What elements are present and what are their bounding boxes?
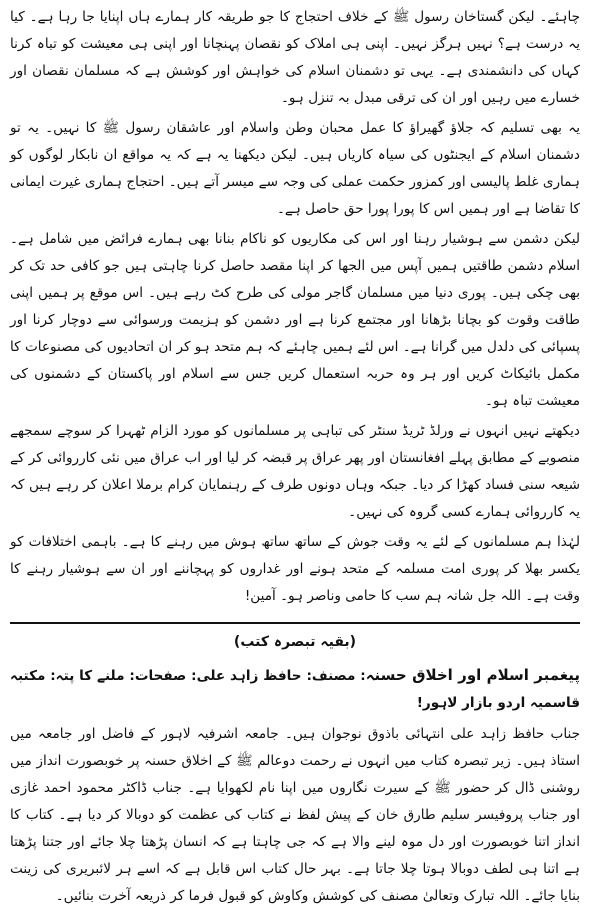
article-paragraph-3: لیکن دشمن سے ہوشیار رہنا اور اس کی مکاریوں کو ناکام بنانا بھی ہمارے فرائض میں شامل ہے۔ اسلام دشمن طاقتیں ہمیں آپس میں الجھا کر اپنا مقصد حاصل کرنا چاہتی ہیں جو کافی حد تک کر بھی چکی ہیں۔ پوری دنیا میں مسلمان گاجر مولی کی طرح کٹ رہے ہیں۔ اس موقع پر ہمیں اپنی طاقت وقوت کو بچانا بڑھانا اور مجتمع کرنا ہے اور دشمن کو ہزیمت ورسوائی سے دوچار کرنا اور پسپائی کی دلدل میں گرانا ہے۔ اس لئے ہمیں چاہئے کہ ہم متحد ہو کر ان اتحادیوں کی مصنوعات کا مکمل بائیکاٹ کریں اور ہر وہ حربہ استعمال کریں جس سے اسلام اور پاکستان کے دشمنوں کی معیشت تباہ ہو۔: [10, 231, 580, 409]
section-divider: [10, 622, 580, 624]
article-body: [10, 4, 580, 610]
review-paragraph: جناب حافظ زاہد علی انتہائی باذوق نوجوان ہیں۔ جامعہ اشرفیہ لاہور کے فاضل اور جامعہ میں استاذ ہیں۔ زیر تبصرہ کتاب میں انہوں نے رحمت دوعالم ﷺ کے اخلاق حسنہ پر خوبصورت انداز میں روشنی ڈال کر حضور ﷺ کے سیرت نگاروں میں اپنا نام لکھوایا ہے۔ جناب ڈاکٹر محمود احمد غازی اور جناب پروفیسر سلیم طارق خان کے پیش لفظ نے کتاب کی عظمت کو دوبالا کر دیا ہے۔ کتاب کا انداز اتنا خوبصورت اور دل موہ لینے والا ہے کہ جی چاہتا ہے کہ انسان پڑھتا چلا جائے اور جتنا پڑھتا ہے اتنا ہی لطف دوبالا ہوتا چلا جاتا ہے۔ بہر حال کتاب اس قابل ہے کہ اسے ہر لائبریری کی زینت بنایا جائے۔ اللہ تبارک وتعالیٰ مصنف کی کوشش وکاوش کو قبول فرما کر ذریعہ آخرت بنائیں۔: [10, 726, 580, 904]
article-paragraph-1: چاہئے۔ لیکن گستاخان رسول ﷺ کے خلاف احتجاج کا جو طریقہ کار ہمارے ہاں اپنایا جا رہا ہے۔ کیا یہ درست ہے؟ نہیں ہرگز نہیں۔ اپنی ہی املاک کو نقصان پہنچانا اور اپنی ہی معیشت کو تباہ کرنا کہاں کی دانشمندی ہے۔ یہی تو دشمنان اسلام کی خواہش اور کوشش ہے کہ مسلمان نقصان اور خسارے میں رہیں اور ان کی ترقی مبدل بہ تنزل ہو۔: [10, 9, 580, 106]
review-section-heading: (بقیہ تبصرہ کتب): [233, 634, 357, 650]
book-info-line: [10, 662, 580, 717]
book-review-section: [10, 630, 580, 910]
article-paragraph-4: دیکھتے نہیں انہوں نے ورلڈ ٹریڈ سنٹر کی تباہی پر مسلمانوں کو مورد الزام ٹھہرا کر سوچے سمجھے منصوبے کے مطابق پہلے افغانستان اور پھر عراق پر قبضہ کر لیا اور اب عراق میں نئی کارروائی کر کے شیعہ سنی فساد کھڑا کر دیا۔ جبکہ وہاں دونوں طرف کے رہنمایان کرام برملا اعلان کر رہے ہیں کہ یہ کارروائی ہمارے کسی گروہ کی نہیں۔: [10, 423, 580, 520]
article-paragraph-5: لہٰذا ہم مسلمانوں کے لئے یہ وقت جوش کے ساتھ ساتھ ہوش میں رہنے کا ہے۔ باہمی اختلافات کو یکسر بھلا کر پوری امت مسلمہ کے متحد ہونے اور غداروں کو پہچاننے اور ان سے ہوشیار رہنے کا وقت ہے۔ اللہ جل شانہ ہم سب کا حامی وناصر ہو۔ آمین!: [10, 534, 580, 604]
article-paragraph-2: یہ بھی تسلیم کہ جلاؤ گھیراؤ کا عمل محبان وطن واسلام اور عاشقان رسول ﷺ کا نہیں۔ یہ تو دشمنان اسلام کے ایجنٹوں کی سیاہ کاریاں ہیں۔ لیکن دیکھنا یہ ہے کہ یہ مواقع ان نابکار لوگوں کو ہماری غلط پالیسی اور کمزور حکمت عملی کی وجہ سے میسر آتے ہیں۔ احتجاج ہماری غیرت ایمانی کا تقاضا ہے اور ہمیں اس کا پورا پورا حق حاصل ہے۔: [10, 120, 580, 217]
book-title: پیغمبر اسلام اور اخلاق حسنہ: [365, 666, 580, 684]
book-meta: : مصنف: حافظ زاہد علی: صفحات: ملنے کا پتہ: مکتبہ قاسمیہ اردو بازار لاہور!: [10, 668, 580, 711]
